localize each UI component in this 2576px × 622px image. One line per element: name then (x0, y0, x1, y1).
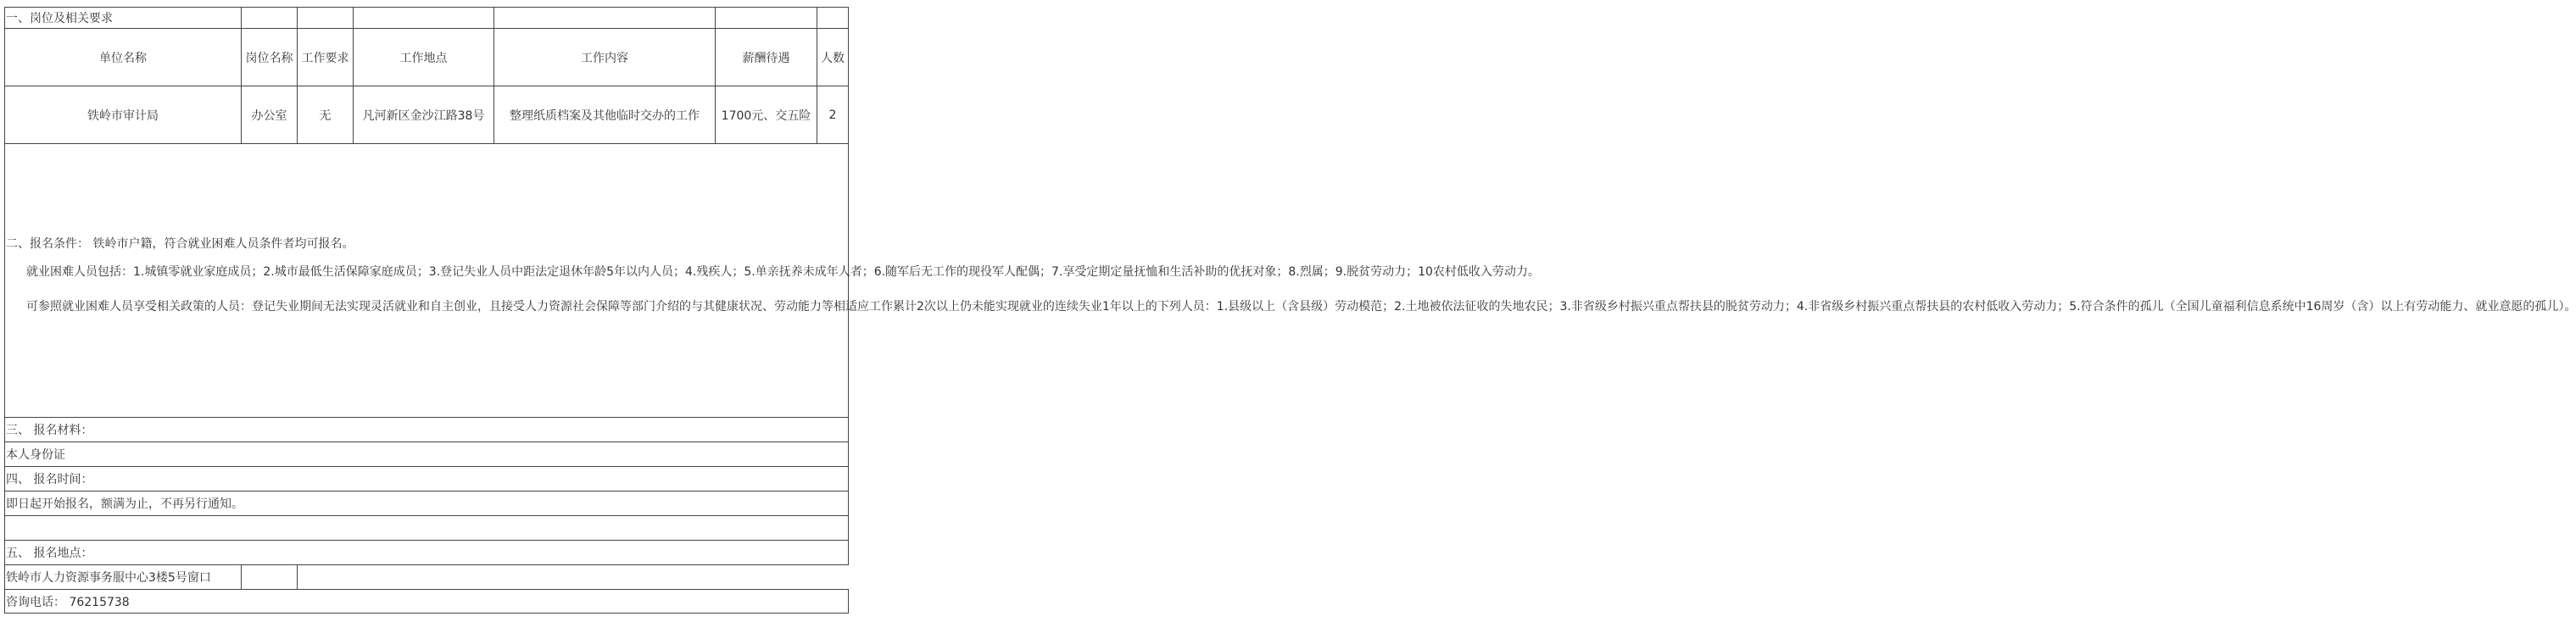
section3-title: 三、 报名材料： (5, 418, 849, 442)
job-table-row (5, 86, 849, 144)
section4-title-row (5, 467, 849, 491)
section4-value-row (5, 491, 849, 516)
section5-title: 五、 报名地点： (5, 541, 849, 565)
section4-title: 四、 报名时间： (5, 467, 849, 491)
header-location: 工作地点 (354, 29, 494, 86)
section3-value-row (5, 442, 849, 467)
contact-phone: 76215738 (69, 595, 130, 609)
header-unit: 单位名称 (5, 29, 242, 86)
section5-value-row (5, 565, 849, 590)
contact-row (5, 590, 849, 614)
job-table-header-row (5, 29, 849, 86)
recruitment-notice-table (4, 7, 2576, 614)
section3-title-row (5, 418, 849, 442)
cell-position: 办公室 (242, 86, 298, 144)
header-salary: 薪酬待遇 (716, 29, 817, 86)
cell-location: 凡河新区金沙江路38号 (354, 86, 494, 144)
section2-paragraph-2: 可参照就业困难人员享受相关政策的人员：登记失业期间无法实现灵活就业和自主创业，且接受人力资源社会保障等部门介绍的与其健康状况、劳动能力等相适应工作累计2次以上仍未能实现就业的连续失业1年以上的下列人员：1.县级以上（含县级）劳动模范；2.土地被依法征收的失地农民；3.非省级乡村振兴重点帮扶县的脱贫劳动力；4.非省级乡村振兴重点帮扶县的农村低收入劳动力；5.符合条件的孤儿（全国儿童福利信息系统中16周岁（含）以上有劳动能力、就业意愿的孤儿）。 (26, 299, 2576, 314)
section2-paragraph-1: 就业困难人员包括：1.城镇零就业家庭成员；2.城市最低生活保障家庭成员；3.登记失业人员中距法定退休年龄5年以内人员；4.残疾人；5.单亲抚养未成年人者；6.随军后无工作的现役军人配偶；7.享受定期定量抚恤和生活补助的优抚对象；8.烈属；9.脱贫劳动力；10农村低收入劳动力。 (26, 264, 1540, 279)
section5-title-row (5, 541, 849, 565)
section1-title: 一、岗位及相关要求 (5, 8, 242, 29)
contact-cell (5, 590, 849, 614)
section5-value: 铁岭市人力资源事务服中心3楼5号窗口 (5, 565, 242, 590)
header-content: 工作内容 (494, 29, 716, 86)
cell-count: 2 (817, 86, 849, 144)
empty-row (5, 516, 849, 541)
cell-content: 整理纸质档案及其他临时交办的工作 (494, 86, 716, 144)
contact-label: 咨询电话： (6, 595, 65, 609)
cell-salary: 1700元、交五险 (716, 86, 817, 144)
header-requirement: 工作要求 (298, 29, 354, 86)
cell-requirement: 无 (298, 86, 354, 144)
section3-value: 本人身份证 (5, 442, 849, 467)
section2-row (5, 144, 849, 418)
section2-title: 二、报名条件： 铁岭市户籍，符合就业困难人员条件者均可报名。 (6, 236, 354, 251)
header-position: 岗位名称 (242, 29, 298, 86)
header-count: 人数 (817, 29, 849, 86)
section2-block (5, 144, 2576, 418)
section1-row (5, 8, 849, 29)
cell-unit: 铁岭市审计局 (5, 86, 242, 144)
section4-value: 即日起开始报名，额满为止，不再另行通知。 (5, 491, 849, 516)
